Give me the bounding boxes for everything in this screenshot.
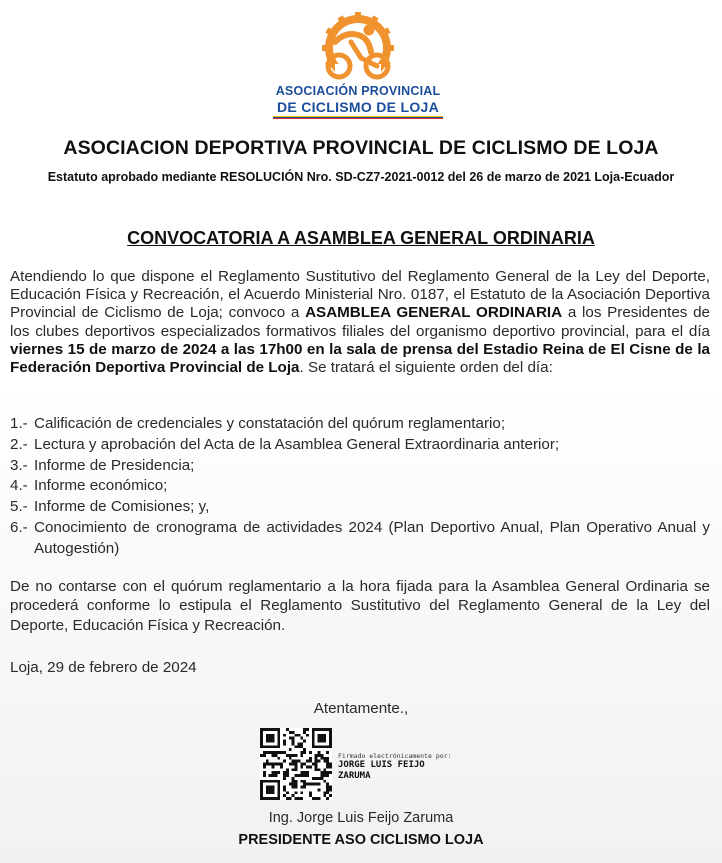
signature-stamp-label: Firmado electrónicamente por:	[338, 752, 452, 760]
agenda-list	[10, 414, 710, 560]
agenda-number: 2.-	[10, 435, 28, 453]
signer-role: PRESIDENTE ASO CICLISMO LOJA	[238, 832, 484, 848]
body-text: a los Presidentes de los clubes deportivos especializados formativos filiales del organismo deportivo provincial, para el día	[10, 304, 711, 340]
agenda-text: Informe económico;	[34, 477, 168, 495]
convocatoria-body	[10, 268, 710, 377]
logo-flag-stripe	[273, 116, 443, 119]
body-text: . Se tratará el siguiente orden del día:	[299, 359, 553, 377]
agenda-number: 3.-	[10, 456, 28, 474]
agenda-text: Calificación de credenciales y constatación del quórum reglamentario;	[34, 415, 506, 432]
agenda-item	[10, 518, 710, 560]
signer-name: Ing. Jorge Luis Feijo Zaruma	[268, 810, 454, 826]
convocatoria-heading: CONVOCATORIA A ASAMBLEA GENERAL ORDINARIA	[127, 228, 595, 248]
agenda-item	[10, 456, 710, 477]
statute-reference: Estatuto aprobado mediante RESOLUCIÓN Nro. SD-CZ7-2021-0012 del 26 de marzo de 2021 Loja-Ecuador	[47, 170, 675, 184]
body-text: Atendiendo lo que dispone el Reglamento Sustitutivo del Reglamento General de la Ley del Deporte, Educación Física y Recreación, el Acuerdo Ministerial Nro. 0187, el Estatuto de la Asociación Deportiva Provincial de Ciclismo de Loja; convoco a	[10, 268, 710, 322]
agenda-item	[10, 497, 710, 518]
cyclist-gear-icon	[265, 12, 451, 84]
agenda-item	[10, 476, 710, 497]
electronic-signature	[258, 726, 458, 806]
agenda-number: 4.-	[10, 477, 28, 495]
quorum-note: De no contarse con el quórum reglamentario a la hora fijada para la Asamblea General Ordinaria se procederá conforme lo estipula el Reglamento Sustitutivo del Reglamento General de la Ley del Deporte, Educación Física y Recreación.	[10, 578, 710, 634]
logo-text-line1: ASOCIACIÓN PROVINCIAL	[275, 84, 441, 98]
logo-text-line2: DE CICLISMO DE LOJA	[276, 99, 440, 115]
agenda-item	[10, 435, 710, 456]
body-bold-date-place: viernes 15 de marzo de 2024 a las 17h00 en la sala de prensa del Estadio Reina de El Cisne de la Federación Deportiva Provincial de Loja	[10, 340, 710, 377]
agenda-item	[10, 414, 710, 435]
qr-code-icon	[260, 728, 332, 800]
agenda-number: 5.-	[10, 498, 28, 516]
agenda-text: Informe de Comisiones; y,	[34, 498, 210, 516]
agenda-number: 6.-	[10, 518, 28, 536]
association-logo	[265, 12, 451, 122]
closing-salutation: Atentamente.,	[313, 700, 409, 717]
body-bold-assembly: ASAMBLEA GENERAL ORDINARIA	[305, 304, 563, 322]
place-date: Loja, 29 de febrero de 2024	[10, 659, 197, 676]
agenda-number: 1.-	[10, 415, 28, 432]
agenda-text: Conocimiento de cronograma de actividades 2024 (Plan Deportivo Anual, Plan Operativo Anual y Autogestión)	[34, 518, 710, 557]
association-title: ASOCIACION DEPORTIVA PROVINCIAL DE CICLISMO DE LOJA	[63, 137, 659, 159]
agenda-text: Informe de Presidencia;	[34, 456, 195, 474]
agenda-text: Lectura y aprobación del Acta de la Asamblea General Extraordinaria anterior;	[34, 435, 560, 453]
signature-stamp-name: JORGE LUIS FEIJO ZARUMA	[338, 760, 425, 781]
